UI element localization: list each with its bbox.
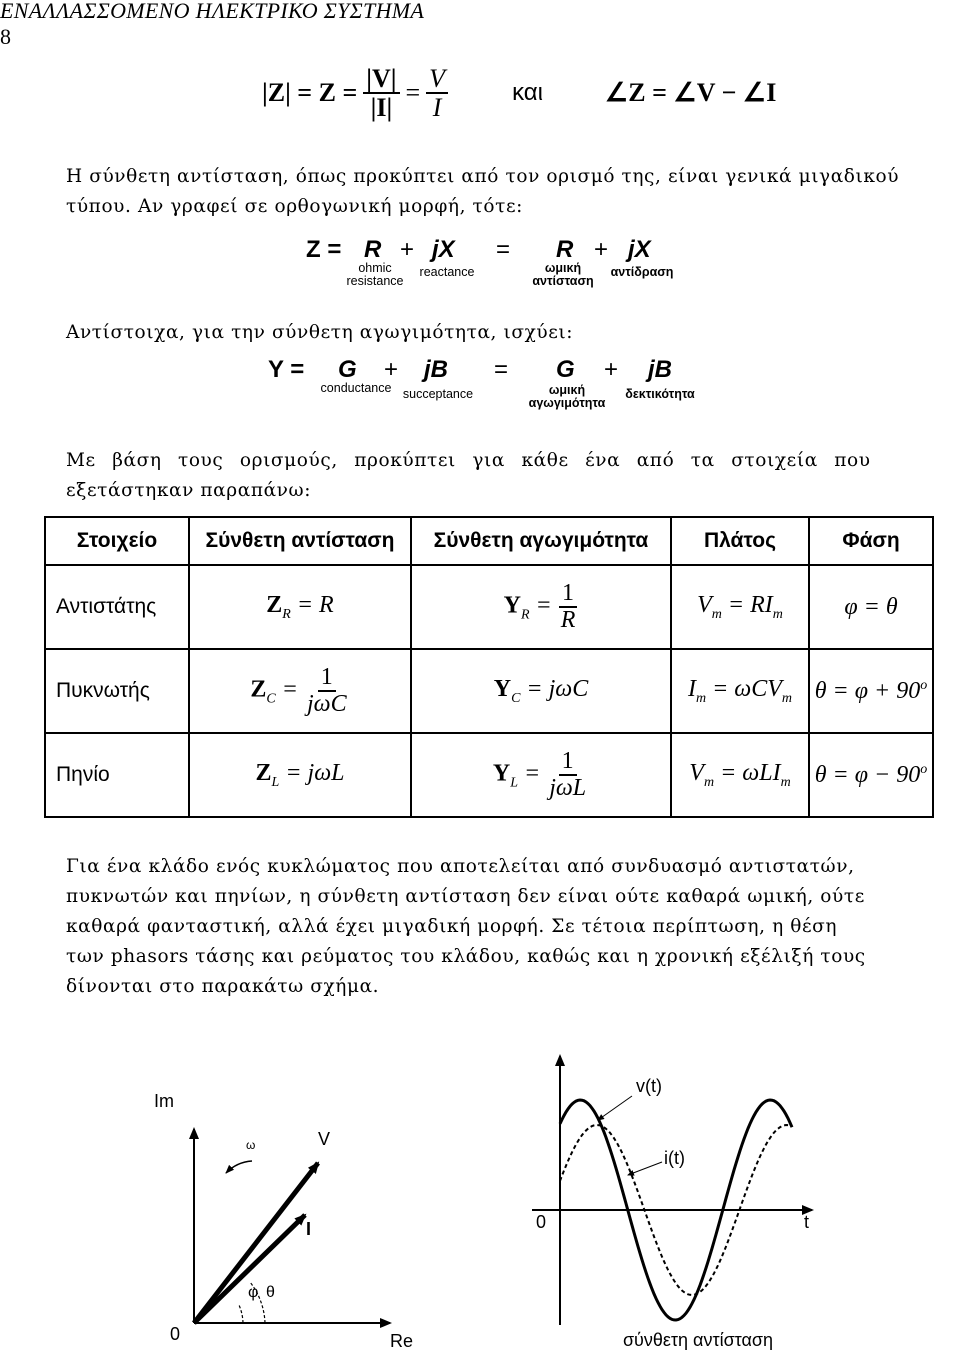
th-phase: Φάση <box>809 517 933 565</box>
cell-amplitude: $V_m = \omega LI_m$ <box>671 733 809 817</box>
label-omega: ω <box>246 1138 256 1152</box>
paragraph-4: Για ένα κλάδο ενός κυκλώματος που αποτελείται από συνδυασμό αντιστατών, πυκνωτών και πηνίων, η σύνθετη αντίσταση δεν είναι ούτε καθαρά ωμική, ούτε καθαρά φανταστική, αλλά έχει μιγαδική μορφή. Σε τέτοια περίπτωση, η θέση των phasors τάσης και ρεύματος του κλάδου, καθώς και η χρονική εξέλιξή τους δίνονται στο παρακάτω σχήμα. <box>66 856 866 997</box>
table-row <box>45 733 933 817</box>
cell-name: Αντιστάτης <box>45 565 189 649</box>
table-header-row <box>45 517 933 565</box>
cell-name: Πυκνωτής <box>45 649 189 733</box>
label-ohmic-resistance: ohmic resistance <box>346 261 404 288</box>
eq1-frac1: $\frac{|V|}{|I|}$ <box>363 65 399 122</box>
label-origin: 0 <box>170 1324 181 1344</box>
equation-impedance-rect: Z = R + jX = R + jX <box>306 236 651 263</box>
cell-admittance: $Y_L$ = $\frac{1}{\text{jωL}}$ <box>411 733 671 817</box>
paragraph-2: Αντίστοιχα, για την σύνθετη αγωγιμότητα, ισχύει: <box>66 322 574 343</box>
th-amplitude: Πλάτος <box>671 517 809 565</box>
label-origin: 0 <box>536 1212 547 1232</box>
page-number: 8 <box>0 24 11 49</box>
label-v: V <box>318 1129 331 1149</box>
time-diagram <box>522 1050 842 1353</box>
th-impedance: Σύνθετη αντίσταση <box>189 517 411 565</box>
cell-amplitude: $I_m = \omega CV_m$ <box>671 649 809 733</box>
table-row <box>45 649 933 733</box>
phasor-diagram <box>140 1085 440 1353</box>
th-element: Στοιχείο <box>45 517 189 565</box>
cell-name: Πηνίο <box>45 733 189 817</box>
cell-admittance: $Y_R$ = $\frac{1}{R}$ <box>411 565 671 649</box>
cell-phase: $\theta = \varphi + 90^o$ <box>809 649 933 733</box>
eq1-equals: = <box>405 78 421 107</box>
label-antidrasi: αντίδραση <box>610 265 674 279</box>
leader-i <box>628 1162 662 1175</box>
label-omiki-antistasi: ωμική αντίσταση <box>532 261 594 288</box>
equation-impedance-magnitude <box>262 62 776 124</box>
label-phi: φ <box>248 1284 259 1301</box>
cell-phase: $\theta = \varphi - 90^o$ <box>809 733 933 817</box>
label-t: t <box>804 1212 810 1232</box>
label-omiki-agogimotita: ωμική αγωγιμότητα <box>528 383 606 410</box>
running-title: ΕΝΑΛΛΑΣΣΟΜΕΝΟ ΗΛΕΚΤΡΙΚΟ ΣΥΣΤΗΜΑ <box>0 0 425 23</box>
caption: σύνθετη αντίσταση <box>622 1330 774 1350</box>
label-i: I <box>306 1219 312 1239</box>
label-theta: θ <box>266 1284 275 1301</box>
cell-amplitude: $V_m = RI_m$ <box>671 565 809 649</box>
cell-impedance: $Z_R = R$ <box>189 565 411 649</box>
label-vt: v(t) <box>636 1076 662 1096</box>
omega-arc <box>226 1161 252 1173</box>
label-dektikotita: δεκτικότητα <box>625 387 695 401</box>
eq1-angle: ∠Z = ∠V − ∠I <box>604 78 777 107</box>
table-row <box>45 565 933 649</box>
eq1-frac2: $\frac{V}{I}$ <box>426 65 448 122</box>
elements-table <box>44 516 934 818</box>
label-conductance: conductance <box>320 381 392 395</box>
label-succeptance: succeptance <box>402 387 474 401</box>
label-re: Re <box>390 1331 414 1351</box>
equation-admittance-rect: Y = G + jB = G + jB <box>268 356 672 383</box>
phasor-i <box>194 1215 305 1323</box>
cell-impedance: $Z_L = j\omega L$ <box>189 733 411 817</box>
paragraph-3: Με βάση τους ορισμούς, προκύπτει για κάθε ένα από τα στοιχεία που εξετάστηκαν παραπάνω: <box>66 450 871 501</box>
paragraph-1: Η σύνθετη αντίσταση, όπως προκύπτει από τον ορισμό της, είναι γενικά μιγαδικού τύπου. Αν γραφεί σε ορθογωνική μορφή, τότε: <box>66 166 900 217</box>
cell-impedance: $Z_C$ = $\frac{1}{\text{jωC}}$ <box>189 649 411 733</box>
cell-admittance: $Y_C = j\omega C$ <box>411 649 671 733</box>
label-reactance: reactance <box>419 265 475 279</box>
cell-phase: φ = θ <box>809 565 933 649</box>
phi-arc <box>239 1305 243 1323</box>
eq1-conj: και <box>512 79 543 106</box>
label-it: i(t) <box>664 1148 685 1168</box>
eq1-left: |Z| = Z = <box>262 78 358 107</box>
leader-v <box>598 1096 632 1120</box>
label-im: Im <box>154 1091 174 1111</box>
th-admittance: Σύνθετη αγωγιμότητα <box>411 517 671 565</box>
